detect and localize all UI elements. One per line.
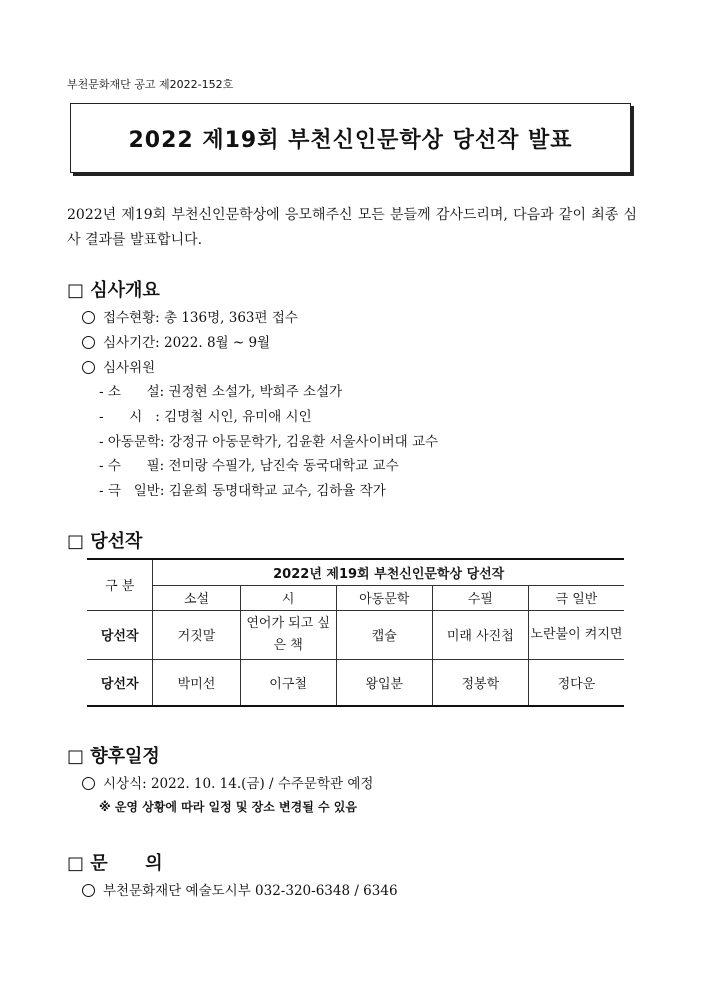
judge-poetry: - 시 : 김명철 시인, 유미애 시인 [99,409,312,425]
section-heading-winners: □ 당선작 [67,531,143,552]
judge-novel: - 소 설: 권정현 소설가, 박희주 소설가 [99,384,343,400]
column-header: 소설 [153,585,240,610]
column-header: 시 [240,585,336,610]
overview-item-judges [82,356,155,376]
column-header: 극 일반 [528,585,624,610]
table-cell: 거짓말 [153,610,240,659]
contact-item [82,879,398,899]
judge-children: - 아동문학: 강정규 아동문학가, 김윤환 서울사이버대 교수 [99,434,439,450]
page-title: 2022 제19회 부천신인문학상 당선작 발표 [128,127,573,153]
judge-drama: - 극 일반: 김윤희 동명대학교 교수, 김하율 작가 [99,483,386,499]
overview-item-receipt [82,306,298,326]
schedule-item [82,772,373,792]
table-cell: 박미선 [153,659,240,706]
schedule-note: ※ 운영 상황에 따라 일정 및 장소 변경될 수 있음 [99,800,357,814]
overview-item-text: 심사기간: 2022. 8월 ~ 9월 [103,335,271,351]
column-header: 아동문학 [336,585,432,610]
table-cell: 미래 사진첩 [432,610,528,659]
title-box [70,103,631,173]
circle-bullet-icon [82,777,95,790]
table-cell: 이구철 [240,659,336,706]
table-title: 2022년 제19회 부천신인문학상 당선작 [153,559,624,585]
notice-number: 부천문화재단 공고 제2022-152호 [67,78,234,91]
column-header: 수필 [432,585,528,610]
table-cell: 캡슐 [336,610,432,659]
table-cell: 노란불이 켜지면 [528,610,624,659]
table-cell: 왕입분 [336,659,432,706]
schedule-item-text: 시상식: 2022. 10. 14.(금) / 수주문학관 예정 [103,776,374,792]
overview-item-period [82,331,270,351]
section-heading-contact: □ 문 의 [67,853,163,874]
table-cell: 연어가 되고 싶은 책 [240,610,336,659]
circle-bullet-icon [82,311,95,324]
section-heading-overview: □ 심사개요 [67,280,160,301]
circle-bullet-icon [82,361,95,374]
table-cell: 정다운 [528,659,624,706]
section-heading-schedule: □ 향후일정 [67,746,160,767]
circle-bullet-icon [82,884,95,897]
judge-essay: - 수 필: 전미랑 수필가, 남진숙 동국대학교 교수 [99,458,399,474]
circle-bullet-icon [82,336,95,349]
table-cell: 정봉학 [432,659,528,706]
intro-paragraph: 2022년 제19회 부천신인문학상에 응모해주신 모든 분들께 감사드리며, 다음과 같이 최종 심사 결과를 발표합니다. [67,207,637,248]
category-header: 구 분 [87,559,153,610]
contact-item-text: 부천문화재단 예술도시부 032-320-6348 / 6346 [103,883,398,899]
winners-table [87,558,624,707]
overview-item-text: 심사위원 [103,360,156,376]
row-label: 당선작 [87,610,153,659]
row-label: 당선자 [87,659,153,706]
overview-item-text: 접수현황: 총 136명, 363편 접수 [103,310,298,326]
